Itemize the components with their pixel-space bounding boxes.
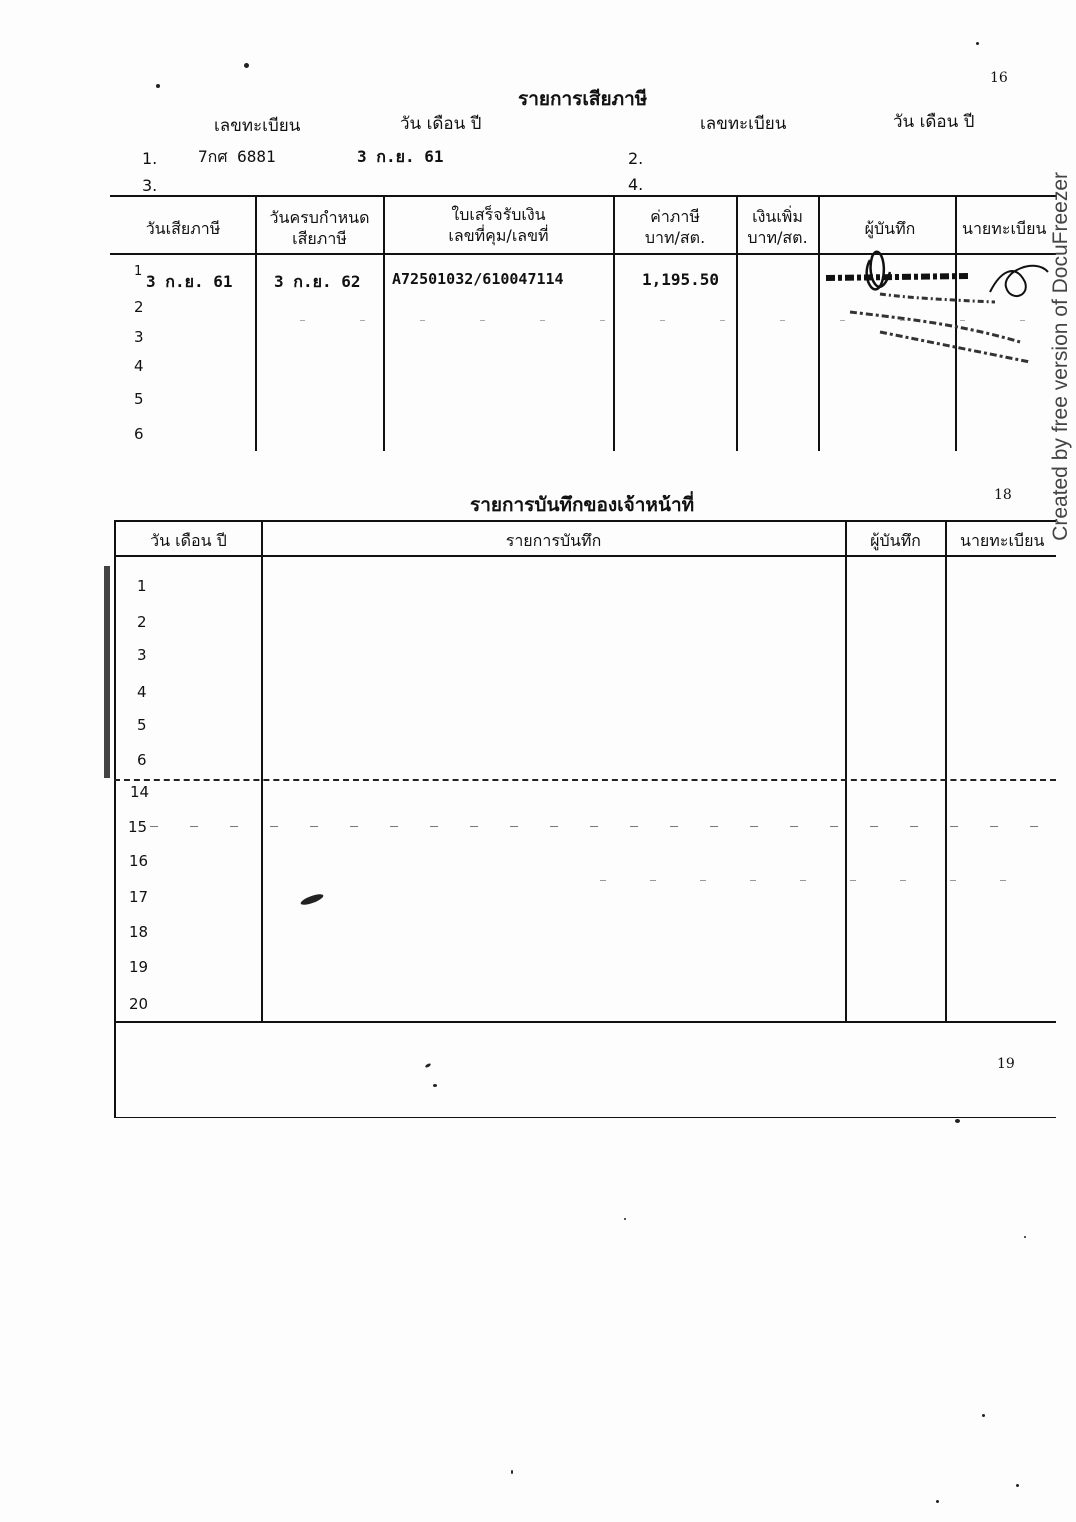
- ink-speck: [624, 1218, 626, 1220]
- reg-header-right: เลขทะเบียน: [700, 114, 787, 134]
- reg-row-1-plate: 7กศ 6881: [198, 147, 276, 166]
- tax-col-header-registrar: นายทะเบียน: [962, 219, 1047, 238]
- officer-table-header-border: [114, 555, 1056, 557]
- docufreezer-watermark: Created by free version of DocuFreezer: [1049, 172, 1072, 541]
- reg-row-2-num: 2.: [628, 149, 644, 168]
- page-number-bottom: 19: [997, 1056, 1015, 1072]
- binding-edge-mark: [104, 566, 110, 778]
- tax-row-num: 6: [134, 425, 144, 443]
- officer-row-num: 3: [137, 646, 147, 664]
- page-number-middle: 18: [994, 487, 1012, 503]
- tax-col-header-paid-date: วันเสียภาษี: [145, 219, 221, 238]
- entry-tax-amount: 1,195.50: [642, 270, 720, 289]
- reg-row-1-num: 1.: [142, 149, 158, 168]
- reg-header-left: เลขทะเบียน: [214, 116, 301, 136]
- ink-speck: [425, 1063, 432, 1069]
- officer-table-break-line: [114, 779, 1056, 783]
- officer-row-num: 1: [137, 577, 147, 595]
- officer-row-num: 4: [137, 683, 147, 701]
- tax-col-header-tax: ค่าภาษี บาท/สต.: [644, 207, 706, 247]
- officer-col-divider-1: [261, 520, 263, 1023]
- ink-speck: [976, 42, 979, 45]
- tax-row-num: 2: [134, 298, 144, 316]
- ink-speck: [511, 1470, 513, 1474]
- reg-row-3-num: 3.: [142, 176, 158, 195]
- officer-col-header-date: วัน เดือน ปี: [150, 531, 227, 550]
- date-header-right: วัน เดือน ปี: [893, 112, 975, 132]
- officer-col-divider-2: [845, 520, 847, 1023]
- ink-speck: [955, 1119, 960, 1123]
- officer-row-num: 19: [129, 958, 149, 976]
- reg-row-4-num: 4.: [628, 175, 644, 194]
- officer-col-divider-3: [945, 520, 947, 1023]
- officer-section-title: รายการบันทึกของเจ้าหน้าที่: [470, 494, 695, 516]
- officer-signature-stamp: [820, 232, 1056, 382]
- page-bottom-border: [116, 1117, 1056, 1118]
- scan-artifact-line: [600, 880, 1040, 881]
- officer-row-num: 15: [128, 818, 148, 836]
- tax-section-title: รายการเสียภาษี: [518, 88, 648, 110]
- page-number-top: 16: [990, 70, 1008, 86]
- entry-receipt-number: A72501032/610047114: [392, 270, 564, 288]
- date-header-left: วัน เดือน ปี: [400, 114, 482, 134]
- officer-table-top-border: [114, 520, 1056, 522]
- officer-row-num: 5: [137, 716, 147, 734]
- officer-col-header-recorder: ผู้บันทึก: [870, 531, 921, 550]
- ink-speck: [1024, 1236, 1026, 1238]
- officer-col-header-record: รายการบันทึก: [505, 531, 602, 550]
- tax-col-header-due-date: วันครบกำหนด เสียภาษี: [269, 208, 370, 248]
- tax-col-header-recorder: ผู้บันทึก: [864, 219, 916, 238]
- officer-row-num: 14: [130, 783, 150, 801]
- ink-speck: [936, 1500, 939, 1503]
- tax-col-header-surcharge: เงินเพิ่ม บาท/สต.: [747, 207, 808, 247]
- entry-due-date: 3 ก.ย. 62: [274, 272, 361, 291]
- officer-table-bottom-border: [114, 1021, 1056, 1023]
- officer-row-num: 16: [129, 852, 149, 870]
- ink-speck: [244, 63, 249, 68]
- ink-speck: [156, 84, 160, 88]
- scan-artifact-line: [150, 826, 1040, 827]
- reg-row-1-date: 3 ก.ย. 61: [357, 147, 444, 166]
- tax-row-num: 3: [134, 328, 144, 346]
- officer-row-num: 18: [129, 923, 149, 941]
- ink-speck: [982, 1414, 985, 1417]
- officer-row-num: 17: [129, 888, 149, 906]
- officer-row-num: 20: [129, 995, 149, 1013]
- ink-speck: [433, 1084, 437, 1087]
- officer-row-num: 6: [137, 751, 147, 769]
- tax-row-num: 4: [134, 357, 144, 375]
- officer-row-num: 2: [137, 613, 147, 631]
- officer-table-left-border: [114, 520, 116, 1118]
- tax-table-top-border: [110, 195, 1056, 197]
- scan-artifact-line: [300, 320, 1040, 321]
- entry-paid-date: 3 ก.ย. 61: [146, 272, 233, 291]
- tax-col-header-receipt: ใบเสร็จรับเงิน เลขที่คุม/เลขที่: [448, 205, 549, 245]
- tax-row-num: 1: [134, 264, 143, 279]
- officer-col-header-registrar: นายทะเบียน: [960, 531, 1045, 550]
- ink-speck: [300, 892, 325, 907]
- ink-speck: [1016, 1484, 1019, 1487]
- tax-row-num: 5: [134, 390, 144, 408]
